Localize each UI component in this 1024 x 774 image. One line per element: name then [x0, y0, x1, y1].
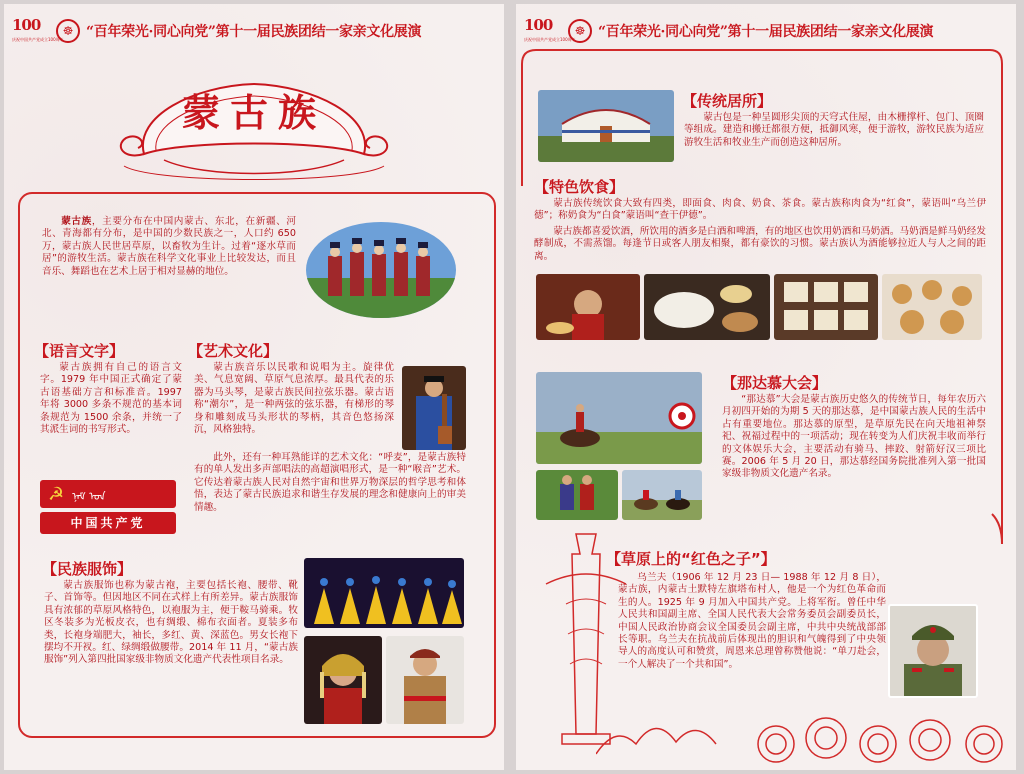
hero-text-top: 乌兰夫（1906 年 12 月 23 日— 1988 年 12 月 8 日），蒙古族，内蒙古土默特左旗塔布村人，他是一个为红色革命而生的人。1925 年 9 月加入中国共产党。上将军衔。曾任中华人民共和国副主席、全国人民代表大会常务委员会副委员长，中国人民政治协商会议全国委员会副主席，中共中央统战部部长等职。乌兰夫在抗战前后体现出的胆识和气魄得到了中央领导人的高度认可和赞赏，周恩来总理曾称赞他说：“单刀赴会，一个人解决了一个共和国”。	[618, 572, 986, 712]
section-heading-naadam: 【那达慕大会】	[722, 374, 828, 392]
clothing-text: 蒙古族服饰也称为蒙古袍，主要包括长袍、腰带、靴子、首饰等。但因地区不同在式样上有所差异。蒙古族服饰具有浓郁的草原风格特色，以袍服为主，便于鞍马骑乘。牧区冬装多为光板皮衣，也有绸缎、棉布衣面者。夏装多布类，长袍身端肥大，袖长，多红、黄、深蓝色。男女长袍下摆均不开衩。红、绿绸缎做腰带。2014 年 11 月，“蒙古族服饰”列入第四批国家级非物质文化遗产代表性项目名录。	[44, 580, 298, 666]
food-photo-3	[774, 274, 878, 340]
logo-number: 100	[12, 16, 41, 34]
mongolian-costume-photo	[306, 222, 456, 318]
party-sign-top	[40, 480, 176, 508]
left-page	[4, 4, 504, 770]
yurt-photo	[538, 90, 674, 162]
school-emblem-icon-right: ☸	[568, 19, 592, 43]
art-text-2: 此外，还有一种耳熟能详的艺术文化：“呼麦”，是蒙古族特有的单人发出多声部唱法的高超演唱形式，是一种“喉音”艺术。它传达着蒙古族人民对自然宇宙和世界万物深层的哲学思考和体悟，表达了蒙古民族追求和谐生存发展的理念和健康向上的审美情趣。	[194, 452, 466, 513]
food-photo-1	[536, 274, 640, 340]
food-photo-2	[644, 274, 770, 340]
morin-khuur-player-photo	[402, 366, 466, 450]
wrestling-photo	[536, 470, 618, 520]
section-heading-art: 【艺术文化】	[188, 342, 279, 360]
section-heading-clothing: 【民族服饰】	[42, 560, 133, 578]
female-headdress-photo	[304, 636, 382, 724]
horse-archery-photo	[536, 372, 702, 464]
mongolian-script: ᠨᠠᠮ ᠤᠨ	[72, 489, 106, 503]
party-sign	[40, 480, 176, 536]
section-heading-hero: 【草原上的“红色之子”】	[606, 550, 776, 568]
intro-lead: 蒙古族	[61, 216, 92, 227]
ulanhu-portrait-photo	[888, 604, 978, 698]
section-heading-language: 【语言文字】	[34, 342, 125, 360]
section-heading-food: 【特色饮食】	[534, 178, 625, 196]
page-header-right	[524, 14, 1010, 48]
logo-number-right: 100	[524, 16, 553, 34]
intro-text: ，主要分布在中国内蒙古、东北，在新疆、河北、青海都有分布，是中国的少数民族之一，人口约 650 万，蒙古族人民世居草原，以畜牧为生计。过着“逐水草而居”的游牧生活。蒙古族在科学文化事业上比较发达，而且音乐、舞蹈也在艺术上居于相对显赫的地位。	[42, 216, 297, 277]
banner-title: 蒙古族	[181, 90, 326, 135]
dance-performance-photo	[304, 558, 464, 628]
centenary-logo-right	[524, 16, 576, 46]
food-text-1: 蒙古族传统饮食大致有四类，即面食、肉食、奶食、茶食。蒙古族称肉食为“红食”，蒙语叫“乌兰伊德”；称奶食为“白食”蒙语叫“查干伊德”。	[534, 198, 986, 222]
horse-race-photo	[622, 470, 702, 520]
right-page	[516, 4, 1016, 770]
page-header	[12, 14, 498, 48]
logo-caption: 庆祝中国共产党成立100周年	[12, 37, 64, 42]
party-sign-label: 中国共产党	[40, 512, 176, 534]
centenary-logo	[12, 16, 64, 46]
naadam-text: “那达慕”大会是蒙古族历史悠久的传统节日，每年农历六月初四开始的为期 5 天的那达慕，是中国蒙古族人民的生活中占有重要地位。那达慕的原型，是草原先民在向天地祖神祭祀、祝福过程中的一项活动；现在转变为人们庆祝丰收而举行的文体娱乐大会，主要活动有骑马、摔跤、射箭好汉三项比赛。2006 年 5 月 20 日，那达慕经国务院批准列入第一批国家级非物质文化遗产名录。	[722, 394, 986, 480]
logo-caption-right: 庆祝中国共产党成立100周年	[524, 37, 576, 42]
food-photo-4	[882, 274, 982, 340]
section-heading-dwelling: 【传统居所】	[682, 92, 773, 110]
dwelling-text: 蒙古包是一种呈圆形尖顶的天穹式住屋，由木栅撑杆、包门、顶圈等组成。建造和搬迁都很方便，抵御风寒，便于游牧，游牧民族为适应游牧生活和牧业生产而创造这种居所。	[684, 112, 984, 148]
food-text-2: 蒙古族都喜爱饮酒，所饮用的酒多是白酒和啤酒，有的地区也饮用奶酒和马奶酒。马奶酒是鲜马奶经发酵制成，不需蒸馏。每逢节日或客人朋友相聚，都有豪饮的习惯。蒙古族认为酒能够拉近人与人之间的距离。	[534, 226, 986, 262]
header-title-right: “百年荣光·同心向党”第十一届民族团结一家亲文化展演	[598, 24, 934, 40]
header-title: “百年荣光·同心向党”第十一届民族团结一家亲文化展演	[86, 24, 422, 40]
hammer-sickle-icon: ☭	[48, 483, 65, 505]
school-emblem-icon: ☸	[56, 19, 80, 43]
male-costume-photo	[386, 636, 464, 724]
intro-paragraph	[42, 216, 296, 278]
art-text-1: 蒙古族音乐以民歌和说唱为主。旋律优美、气息宽阔、草原气息浓厚。最具代表的乐器为马头琴，是蒙古族民间拉弦乐器。蒙古语称“潮尔”，是一种两弦的弦乐器，有梯形的琴身和雕刻成马头形状的琴柄，其音色悠扬深沉，风格独特。	[194, 362, 394, 436]
language-text: 蒙古族拥有自己的语言文字。1979 年中国正式确定了蒙古语基础方言和标准音。1997 年将 3000 多条不规范的基本词条规范为 1500 余条，并统一了其派生词的书写形式。	[40, 362, 182, 436]
